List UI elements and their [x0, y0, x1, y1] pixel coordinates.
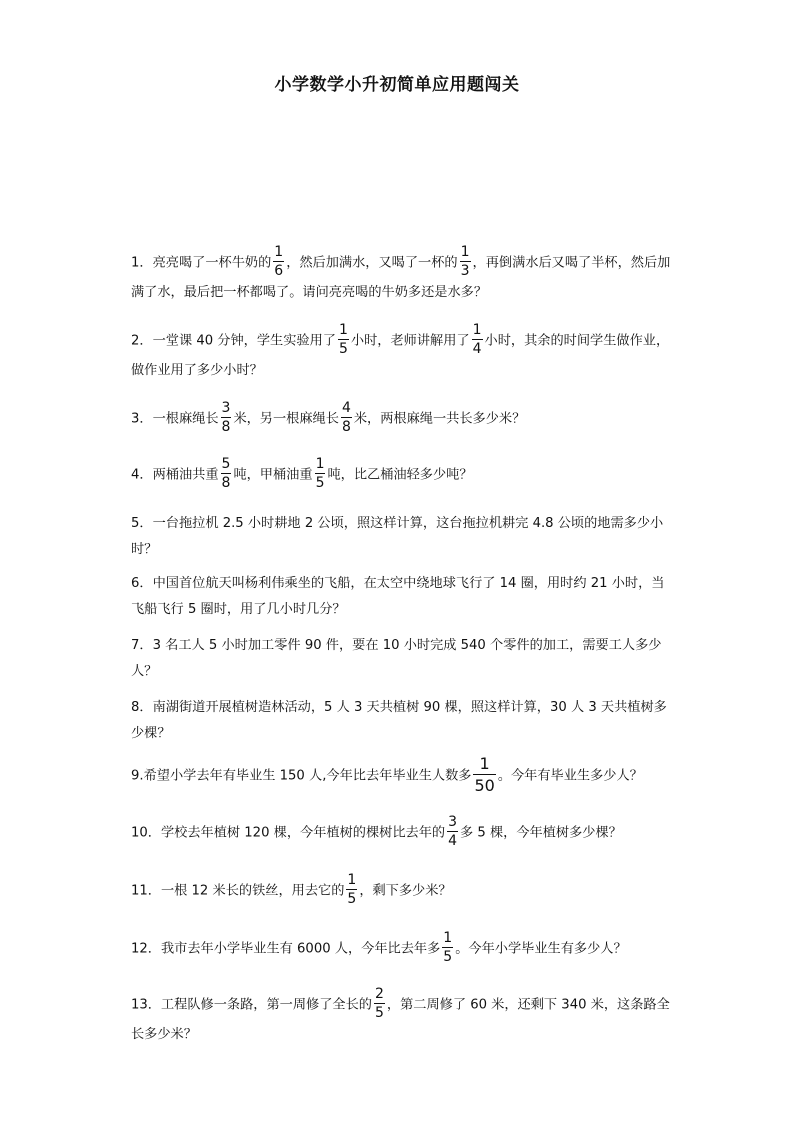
problem-3 — [131, 401, 676, 436]
fraction-denominator: 3 — [460, 263, 470, 279]
fraction-numerator: 1 — [479, 754, 490, 773]
problem-2 — [131, 323, 676, 384]
problem-text: 米，另一根麻绳长 — [233, 411, 339, 427]
problem-6 — [131, 571, 676, 623]
problem-text: ，剩下多少米？ — [359, 883, 452, 899]
fraction-denominator: 8 — [221, 475, 231, 491]
fraction-bar — [273, 261, 284, 262]
problem-7 — [131, 633, 676, 685]
fraction-bar — [472, 339, 483, 340]
fraction — [442, 930, 453, 965]
fraction — [221, 400, 232, 435]
problem-text: 8．南湖街道开展植树造林活动，5 人 3 天共植树 90 棵，照这样计算，30 人 3 天共植树多少棵？ — [131, 700, 667, 741]
problem-text: 7．3 名工人 5 小时加工零件 90 件，要在 10 小时完成 540 个零件的加工，需要工人多少人？ — [131, 638, 662, 679]
fraction-bar — [338, 339, 349, 340]
problem-text: 吨，比乙桶油轻多少吨？ — [327, 467, 473, 483]
fraction-bar — [374, 1003, 385, 1004]
problem-11 — [131, 873, 676, 908]
fraction-bar — [473, 774, 495, 775]
fraction — [341, 400, 352, 435]
fraction-numerator: 3 — [448, 814, 458, 830]
fraction-bar — [221, 473, 232, 474]
fraction-bar — [442, 947, 453, 948]
fraction-numerator: 4 — [341, 400, 351, 416]
fraction-numerator: 1 — [274, 244, 284, 260]
fraction-numerator: 1 — [443, 930, 453, 946]
problem-text: 3．一根麻绳长 — [131, 411, 219, 427]
fraction-denominator: 5 — [443, 949, 453, 965]
fraction-bar — [460, 261, 471, 262]
problem-text: 小时，老师讲解用了 — [350, 333, 470, 349]
fraction — [374, 986, 385, 1021]
fraction-numerator: 1 — [472, 322, 482, 338]
fraction-denominator: 5 — [339, 341, 348, 357]
problem-text: ，第二周修了 60 米，还剩下 340 米，这条路全长多少米？ — [131, 997, 670, 1042]
problem-text: ，然后加满水，又喝了一杯的 — [286, 255, 458, 271]
problem-text: 12．我市去年小学毕业生有 6000 人，今年比去年多 — [131, 941, 441, 957]
fraction-denominator: 5 — [315, 475, 325, 491]
fraction-bar — [341, 417, 352, 418]
fraction — [221, 456, 232, 491]
fraction-denominator: 4 — [472, 341, 482, 357]
fraction — [460, 244, 471, 279]
problem-text: 11．一根 12 米长的铁丝，用去它的 — [131, 883, 345, 899]
problem-text: 9.希望小学去年有毕业生 150 人,今年比去年毕业生人数多 — [131, 768, 472, 784]
problem-10 — [131, 815, 676, 850]
fraction — [346, 872, 357, 907]
fraction-denominator: 4 — [448, 833, 458, 849]
problem-text: 10．学校去年植树 120 棵，今年植树的棵树比去年的 — [131, 825, 446, 841]
problem-text: 13．工程队修一条路，第一周修了全长的 — [131, 997, 372, 1013]
fraction-bar — [221, 417, 232, 418]
fraction — [338, 322, 349, 357]
problem-text: 米，两根麻绳一共长多少米？ — [353, 411, 526, 427]
problem-5 — [131, 511, 676, 563]
fraction — [447, 814, 458, 849]
fraction-numerator: 2 — [374, 986, 384, 1002]
problem-8 — [131, 695, 676, 747]
fraction-bar — [346, 889, 357, 890]
problem-text: ，再倒满水后又喝了半杯，然后加满了水，最后把一杯都喝了。请问亮亮喝的牛奶多还是水多？ — [131, 255, 671, 300]
problem-9 — [131, 755, 676, 796]
problem-text: 吨，甲桶油重 — [233, 467, 313, 483]
fraction-denominator: 8 — [341, 419, 351, 435]
problem-text: 2．一堂课 40 分钟，学生实验用了 — [131, 333, 336, 349]
problem-text: 多 5 棵，今年植树多少棵？ — [460, 825, 622, 841]
fraction — [473, 754, 495, 795]
fraction-bar — [447, 831, 458, 832]
fraction — [315, 456, 326, 491]
fraction — [273, 244, 284, 279]
problem-13 — [131, 987, 676, 1048]
problem-text: 小时，其余的时间学生做作业，做作业用了多少小时？ — [131, 333, 670, 378]
fraction-bar — [315, 473, 326, 474]
problem-4 — [131, 457, 676, 492]
fraction-numerator: 1 — [339, 322, 348, 338]
problem-1 — [131, 245, 676, 306]
fraction — [472, 322, 483, 357]
problem-text: 。今年小学毕业生有多少人？ — [455, 941, 627, 957]
problem-text: 。今年有毕业生多少人？ — [497, 768, 643, 784]
fraction-numerator: 1 — [315, 456, 325, 472]
fraction-denominator: 50 — [474, 776, 495, 795]
problem-12 — [131, 931, 676, 966]
fraction-denominator: 8 — [221, 419, 231, 435]
problem-text: 5．一台拖拉机 2.5 小时耕地 2 公顷，照这样计算，这台拖拉机耕完 4.8 公顷的地需多少小时？ — [131, 516, 664, 557]
fraction-denominator: 5 — [374, 1005, 384, 1021]
problem-text: 4．两桶油共重 — [131, 467, 219, 483]
fraction-numerator: 3 — [221, 400, 231, 416]
problem-text: 1．亮亮喝了一杯牛奶的 — [131, 255, 272, 271]
fraction-numerator: 5 — [221, 456, 231, 472]
fraction-numerator: 1 — [460, 244, 470, 260]
fraction-denominator: 6 — [274, 263, 284, 279]
page-title: 小学数学小升初简单应用题闯关 — [274, 75, 520, 95]
fraction-numerator: 1 — [347, 872, 357, 888]
fraction-denominator: 5 — [347, 891, 357, 907]
problem-text: 6．中国首位航天叫杨利伟乘坐的飞船，在太空中绕地球飞行了 14 圈，用时约 21 小时，当飞船飞行 5 圈时，用了几小时几分？ — [131, 576, 665, 617]
